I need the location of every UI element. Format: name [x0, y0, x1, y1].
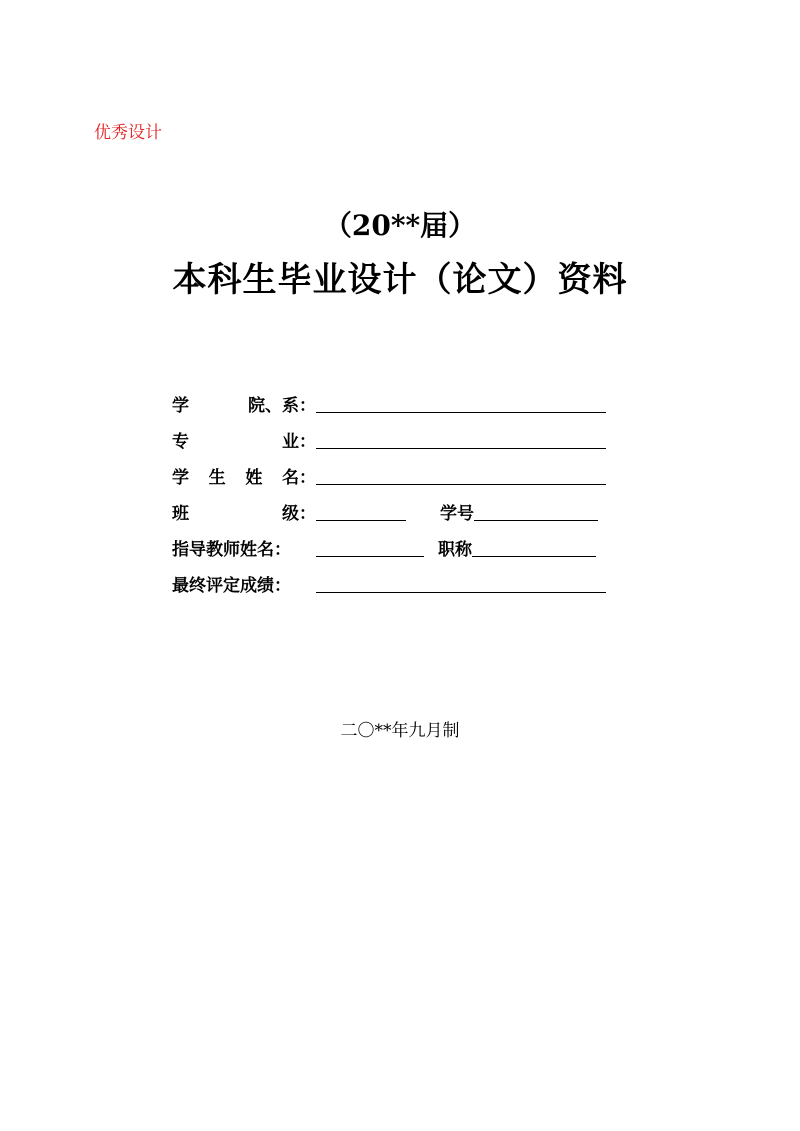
title-field[interactable] [472, 556, 596, 557]
student-name-field[interactable] [316, 484, 606, 485]
student-name-row [172, 452, 612, 488]
excellent-design-label: 优秀设计 [94, 123, 162, 143]
final-grade-field[interactable] [316, 592, 606, 593]
college-field[interactable] [316, 412, 606, 413]
advisor-field[interactable] [316, 556, 424, 557]
college-label: 学 院、系： [172, 396, 316, 416]
college-row [172, 380, 612, 416]
title-label: 职称 [438, 540, 472, 560]
student-id-label: 学号 [440, 504, 474, 524]
major-row [172, 416, 612, 452]
student-id-field[interactable] [474, 520, 598, 521]
cover-form [172, 380, 612, 596]
student-name-label: 学 生 姓 名： [172, 468, 316, 488]
final-grade-label: 最终评定成绩： [172, 576, 291, 596]
issue-date: 二〇**年九月制 [340, 721, 460, 741]
class-label: 班 级： [172, 504, 316, 524]
advisor-label: 指导教师姓名： [172, 540, 291, 560]
class-field[interactable] [316, 520, 406, 521]
major-field[interactable] [316, 448, 606, 449]
class-row [172, 488, 612, 524]
major-label: 专 业： [172, 432, 316, 452]
graduation-year: （20**届） [323, 209, 477, 242]
advisor-row [172, 524, 612, 560]
document-title: 本科生毕业设计（论文）资料 [172, 260, 628, 300]
final-grade-row [172, 560, 612, 596]
